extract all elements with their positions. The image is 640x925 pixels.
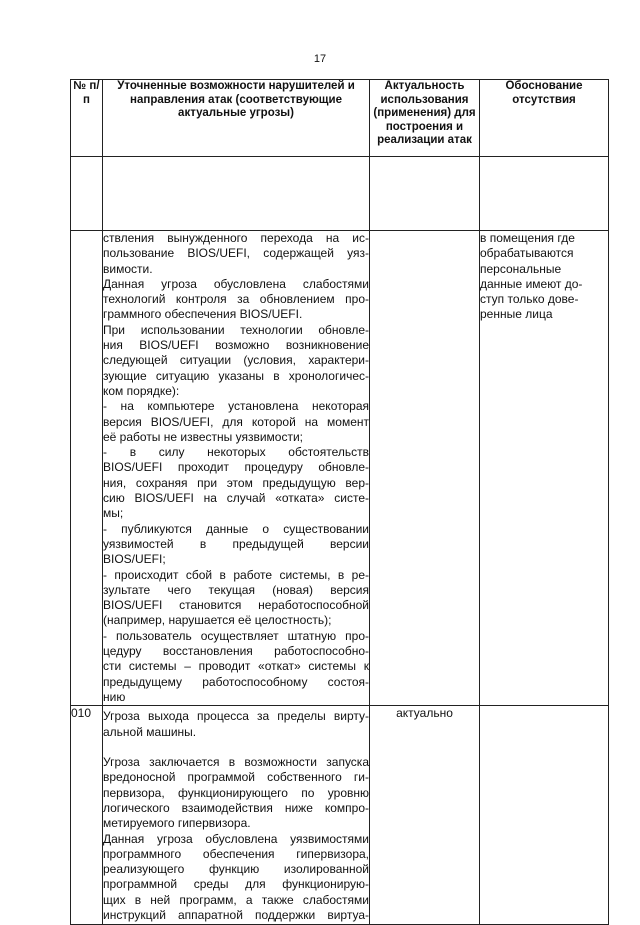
header-justification: Обоснование отсутствия bbox=[480, 80, 609, 157]
capability-line: программного обеспечения гипервизора, bbox=[103, 846, 369, 861]
capability-line: BIOS/UEFI; bbox=[103, 552, 166, 567]
capability-line: её работы не известны уязвимости; bbox=[103, 429, 304, 444]
row-number: 010 bbox=[71, 706, 103, 925]
header-num: № п/п bbox=[71, 80, 103, 157]
header-relevance: Актуальность использования (применения) для построения и реализации атак bbox=[370, 80, 480, 157]
capability-line: предыдущему работоспособному состоя- bbox=[103, 674, 369, 689]
capability-line: Угроза выхода процесса за пределы вирту- bbox=[103, 709, 369, 724]
justification-line: обрабатываются bbox=[480, 246, 574, 261]
capability-line: Угроза заключается в возможности запуска bbox=[103, 755, 369, 770]
capability-line: программной среды для функционирую- bbox=[103, 877, 369, 892]
capability-line: BIOS/UEFI становится неработоспособной bbox=[103, 598, 369, 613]
capability-line: пользование BIOS/UEFI, содержащей уяз- bbox=[103, 246, 369, 261]
capability-line: нию bbox=[103, 689, 126, 704]
capability-line: технологий контроля за обновлением про- bbox=[103, 292, 369, 307]
capability-line: реализующего функцию изолированной bbox=[103, 862, 369, 877]
capability-cell bbox=[103, 231, 370, 706]
capability-line: ния BIOS/UEFI возможно возникновение bbox=[103, 338, 369, 353]
capability-line: Данная угроза обусловлена слабостями bbox=[103, 276, 369, 291]
justification-line: ренные лица bbox=[480, 307, 553, 322]
capability-line bbox=[103, 740, 369, 755]
capability-line: уязвимостей в предыдущей версии bbox=[103, 536, 369, 551]
capability-line: зультате чего текущая (новая) версия bbox=[103, 582, 369, 597]
capability-line: логического взаимодействия ниже компро- bbox=[103, 800, 369, 815]
table-row bbox=[71, 231, 609, 706]
justification-line: ступ только дове- bbox=[480, 292, 579, 307]
capability-line: ком порядке): bbox=[103, 383, 180, 398]
capability-line: версия BIOS/UEFI, для которой на момент bbox=[103, 414, 369, 429]
capability-line: граммного обеспечения BIOS/UEFI. bbox=[103, 307, 303, 322]
capability-line: альной машины. bbox=[103, 724, 197, 739]
capability-line: цедуру восстановления работоспособно- bbox=[103, 644, 369, 659]
capability-line: - в силу некоторых обстоятельств bbox=[103, 445, 369, 460]
threat-table bbox=[70, 79, 609, 925]
capability-line: вредоносной программой собственного ги- bbox=[103, 770, 369, 785]
capability-line: сти системы – проводит «откат» системы к bbox=[103, 659, 369, 674]
capability-line: - публикуются данные о существовании bbox=[103, 521, 369, 536]
capability-line: Данная угроза обусловлена уязвимостями bbox=[103, 831, 369, 846]
capability-line: вимости. bbox=[103, 261, 153, 276]
capability-cell bbox=[103, 706, 370, 925]
justification-line: данные имеют до- bbox=[480, 276, 583, 291]
capability-line: ния, сохраняя при этом предыдущую вер- bbox=[103, 475, 369, 490]
capability-line: BIOS/UEFI проходит процедуру обновле- bbox=[103, 460, 369, 475]
justification-cell bbox=[480, 231, 609, 706]
justification-cell bbox=[480, 706, 609, 925]
capability-line: - пользователь осуществляет штатную про- bbox=[103, 628, 369, 643]
capability-line: зующие ситуацию указаны в хронологичес- bbox=[103, 368, 369, 383]
capability-line: ствления вынужденного перехода на ис- bbox=[103, 231, 369, 245]
capability-line: метируемого гипервизора. bbox=[103, 816, 251, 831]
capability-line: При использовании технологии обновле- bbox=[103, 322, 369, 337]
table-row bbox=[71, 706, 609, 925]
capability-line: инструкций аппаратной поддержки виртуа- bbox=[103, 908, 369, 923]
page-number: 17 bbox=[313, 53, 327, 65]
capability-line: мы; bbox=[103, 506, 124, 521]
justification-line: персональные bbox=[480, 261, 562, 276]
capability-line: первизора, функционирующего по уровню bbox=[103, 785, 369, 800]
justification-line: в помещения где bbox=[480, 231, 575, 245]
relevance-cell bbox=[370, 231, 480, 706]
table-header-row bbox=[71, 80, 609, 157]
header-capability: Уточненные возможности нарушителей и направления атак (соответствующие актуальные угрозы) bbox=[103, 80, 370, 157]
row-number bbox=[71, 231, 103, 706]
capability-line: - происходит сбой в работе системы, в ре- bbox=[103, 567, 369, 582]
capability-line: щих в ней программ, а также слабостями bbox=[103, 892, 369, 907]
table-spacer-row bbox=[71, 157, 609, 231]
capability-line: - на компьютере установлена некоторая bbox=[103, 399, 369, 414]
capability-line: сию BIOS/UEFI на случай «отката» систе- bbox=[103, 491, 369, 506]
capability-line: следующей ситуации (условия, характери- bbox=[103, 353, 369, 368]
relevance-cell: актуально bbox=[370, 706, 480, 925]
capability-line: (например, нарушается её целостность); bbox=[103, 613, 332, 628]
